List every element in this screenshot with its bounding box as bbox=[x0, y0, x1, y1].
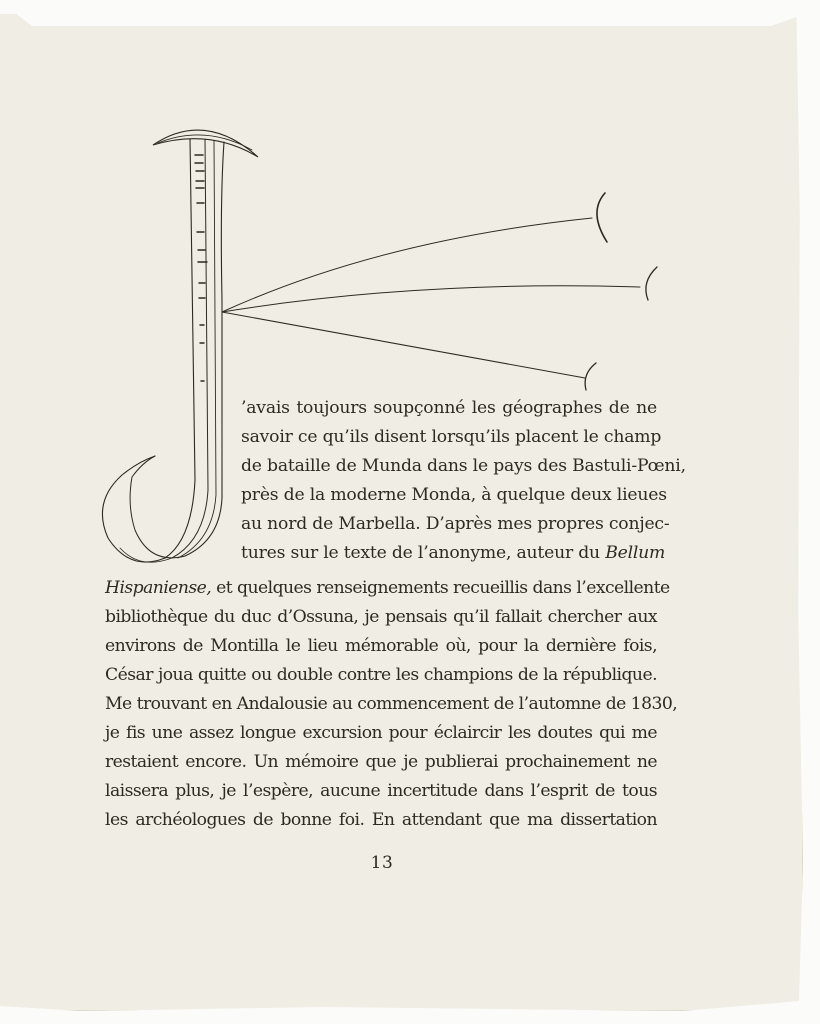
text-line: bibliothèque du duc d’Ossuna, je pensais qu’il fallait chercher aux bbox=[105, 607, 657, 627]
text-line: les archéologues de bonne foi. En attendant que ma dissertation bbox=[105, 810, 657, 830]
text-line: ’avais toujours soupçonné les géographes de ne bbox=[241, 398, 657, 418]
text-line: Me trouvant en Andalousie au commencement de l’automne de 1830, bbox=[105, 694, 678, 714]
page-number: 13 bbox=[370, 853, 394, 873]
text-line: restaient encore. Un mémoire que je publierai prochainement ne bbox=[105, 752, 657, 772]
text-segment: tures sur le texte de l’anonyme, auteur du bbox=[241, 543, 606, 563]
text-line bbox=[241, 541, 666, 565]
text-segment: et quelques renseignements recueillis dans l’excellente bbox=[211, 578, 670, 598]
text-line: je fis une assez longue excursion pour éclaircir les doutes qui me bbox=[105, 723, 657, 743]
text-line: savoir ce qu’ils disent lorsqu’ils placent le champ bbox=[241, 427, 662, 447]
text-line: laissera plus, je l’espère, aucune incertitude dans l’esprit de tous bbox=[105, 781, 657, 801]
text-line: près de la moderne Monda, à quelque deux lieues bbox=[241, 485, 667, 505]
text-line: au nord de Marbella. D’après mes propres conjec- bbox=[241, 514, 670, 534]
text-line: César joua quitte ou double contre les champions de la république. bbox=[105, 665, 657, 685]
text-line bbox=[105, 576, 670, 600]
italic-title-word: Bellum bbox=[605, 543, 666, 563]
italic-title-word: Hispaniense, bbox=[105, 578, 212, 598]
text-line: environs de Montilla le lieu mémorable où, pour la dernière fois, bbox=[105, 636, 657, 656]
text-line: de bataille de Munda dans le pays des Bastuli-Pœni, bbox=[241, 456, 686, 476]
